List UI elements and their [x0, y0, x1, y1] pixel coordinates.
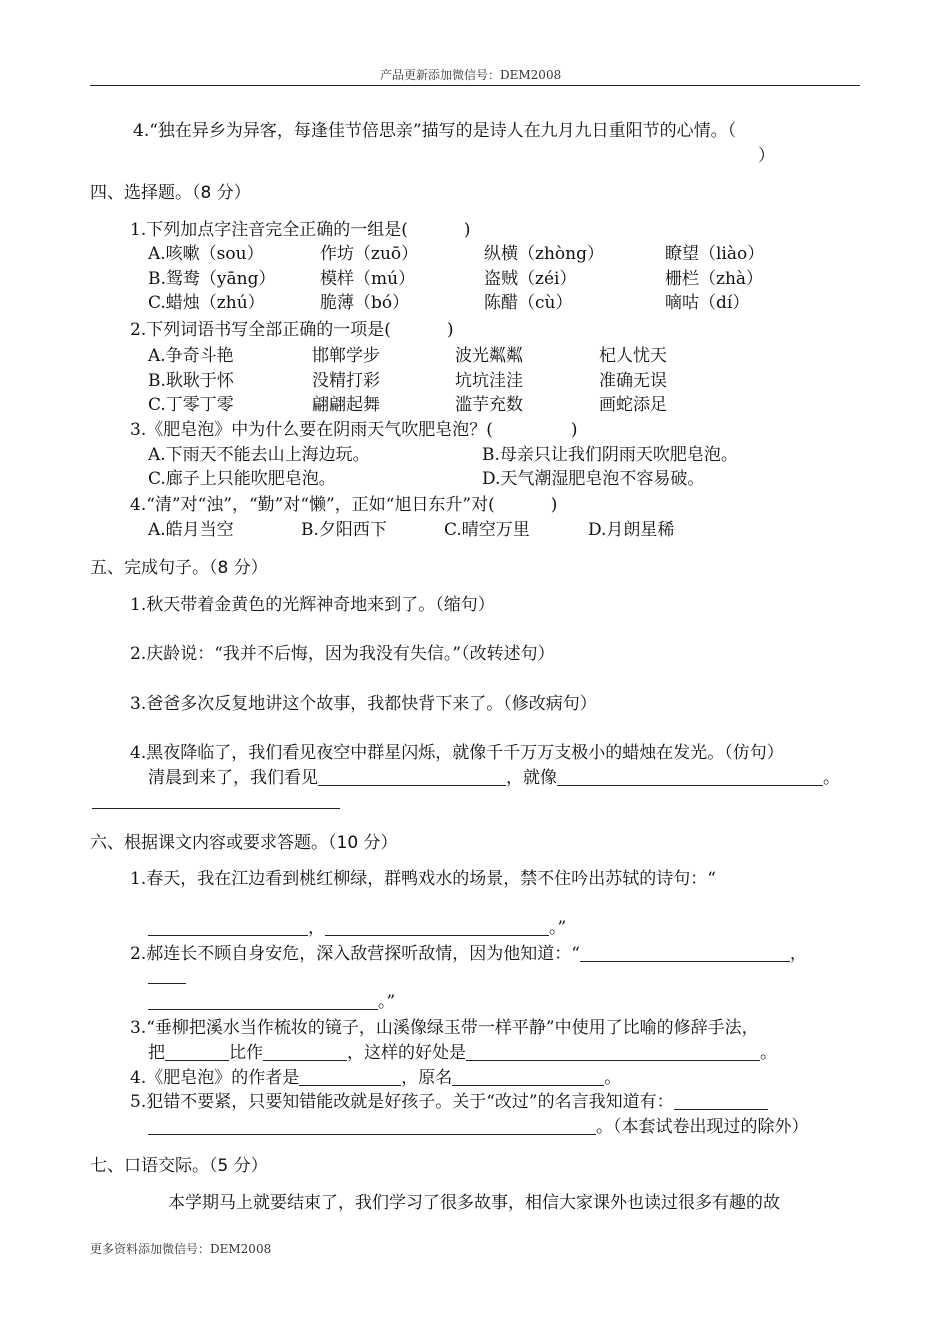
s4-q1-option-c-2: 脆薄（bó）: [320, 293, 410, 313]
s4-q1-option-b-2: 模样（mú）: [320, 269, 416, 289]
s6-q3-fill-line: [148, 1042, 777, 1064]
s6-q2-comma: ，: [789, 944, 807, 964]
s4-q3-option-a: A.下雨天不能去山上海边玩。: [148, 445, 370, 465]
s6-q4-end: 。: [604, 1068, 622, 1088]
s6-q3-c: ，这样的好处是: [347, 1043, 466, 1063]
s6-q2-fill-line: [148, 991, 395, 1013]
s6-q5-fill-line: [148, 1116, 809, 1138]
s4-q2-option-c-3: 滥芋充数: [455, 395, 523, 415]
s4-q2-stem-text: 2.下列词语书写全部正确的一项是(: [130, 320, 391, 340]
s4-q3-close: ): [570, 420, 578, 440]
page-footer: 更多资料添加微信号：DEM2008: [90, 1242, 272, 1256]
s7-paragraph: 本学期马上就要结束了，我们学习了很多故事，相信大家课外也读过很多有趣的故: [168, 1193, 780, 1213]
s4-q2-option-b-3: 坑坑洼洼: [455, 371, 523, 391]
s4-q3-stem: [130, 419, 578, 441]
s5-q4-fill-b: ，就像: [506, 768, 557, 788]
s6-q2-blank-2[interactable]: [148, 993, 378, 1010]
s6-q2-blank-short[interactable]: [148, 983, 186, 984]
page-header: 产品更新添加微信号：DEM2008: [380, 68, 562, 82]
s6-q4: [130, 1067, 621, 1089]
s4-q1-stem: [130, 219, 471, 241]
s6-q3: 3.“垂柳把溪水当作梳妆的镜子，山溪像绿玉带一样平静”中使用了比喻的修辞手法，: [130, 1018, 759, 1038]
s4-q1-option-a-2: 作坊（zuō）: [320, 244, 419, 264]
s5-q4-blank-2[interactable]: [557, 769, 823, 786]
s4-q2-option-c-4: 画蛇添足: [599, 395, 667, 415]
s4-q2-stem: [130, 319, 454, 341]
s6-q1-blank-1[interactable]: [148, 919, 308, 936]
s4-q4-option-d: D.月朗星稀: [588, 520, 675, 540]
s4-q4-close: ): [550, 495, 558, 515]
s6-q2: [130, 943, 807, 965]
s4-q1-option-c-3: 陈醋（cù）: [484, 293, 573, 313]
s4-q4-stem: [130, 494, 557, 516]
s4-q2-option-b-2: 没精打彩: [312, 371, 380, 391]
s4-q1-option-a-4: 瞭望（liào）: [665, 244, 765, 264]
s6-q4-text: 4.《肥皂泡》的作者是: [130, 1068, 300, 1088]
s6-q2-blank-1[interactable]: [580, 945, 790, 962]
s5-q4-fill-line: [148, 767, 840, 789]
s4-q3-stem-text: 3.《肥皂泡》中为什么要在阴雨天气吹肥皂泡？(: [130, 420, 493, 440]
s4-q2-option-a-2: 邯郸学步: [312, 346, 380, 366]
s4-q2-option-b-1: B.耿耿于怀: [148, 371, 234, 391]
s4-q2-option-b-4: 准确无误: [599, 371, 667, 391]
s6-q1-fill-line: [148, 917, 566, 939]
s6-q5-blank-2[interactable]: [148, 1118, 596, 1135]
s4-q1-option-b-3: 盗贼（zéi）: [484, 269, 577, 289]
s6-q1-mid: ，: [308, 918, 325, 938]
s4-q2-option-a-1: A.争奇斗艳: [148, 346, 234, 366]
s4-q1-option-c-1: C.蜡烛（zhú）: [148, 293, 265, 313]
s4-q1-close: ): [463, 220, 471, 240]
s4-q2-close: ): [446, 320, 454, 340]
s6-q1: 1.春天，我在江边看到桃红柳绿，群鸭戏水的场景，禁不住吟出苏轼的诗句：“: [130, 869, 716, 889]
s4-q2-option-a-4: 杞人忧天: [599, 346, 667, 366]
s6-q3-b: 比作: [229, 1043, 263, 1063]
s6-q4-b: ，原名: [401, 1068, 453, 1088]
judge-question-4: 4.“独在异乡为异客，每逢佳节倍思亲”描写的是诗人在九月九日重阳节的心情。（: [133, 121, 737, 141]
s5-q4-fill-end: 。: [823, 768, 840, 788]
s6-q1-blank-2[interactable]: [325, 919, 549, 936]
s5-q4: 4.黑夜降临了，我们看见夜空中群星闪烁，就像千千万万支极小的蜡烛在发光。（仿句）: [130, 743, 784, 763]
s5-q3: 3.爸爸多次反复地讲这个故事，我都快背下来了。（修改病句）: [130, 694, 597, 714]
s4-q1-option-a-1: A.咳嗽（sou）: [148, 244, 264, 264]
s4-q4-option-c: C.晴空万里: [444, 520, 530, 540]
s5-q4-fill-a: 清晨到来了，我们看见: [148, 768, 318, 788]
s6-q5-end: 。（本套试卷出现过的除外）: [596, 1117, 809, 1137]
s5-q4-blank-1[interactable]: [318, 769, 506, 786]
s4-q1-option-b-1: B.鸳鸯（yāng）: [148, 269, 276, 289]
s4-q4-option-a: A.皓月当空: [148, 520, 234, 540]
s4-q2-option-c-2: 翩翩起舞: [312, 395, 380, 415]
s6-q3-end: 。: [760, 1043, 777, 1063]
header-rule: [90, 85, 860, 86]
s4-q3-option-d: D.天气潮湿肥皂泡不容易破。: [482, 469, 705, 489]
s6-q5-text: 5.犯错不要紧，只要知错能改就是好孩子。关于“改过”的名言我知道有：: [130, 1092, 674, 1112]
s6-q3-blank-2[interactable]: [263, 1044, 347, 1061]
section-5-title: 五、完成句子。（8 分）: [90, 558, 268, 578]
section-4-title: 四、选择题。（8 分）: [90, 183, 251, 203]
s6-q2-text: 2.郝连长不顾自身安危，深入敌营探听敌情，因为他知道：“: [130, 944, 580, 964]
s6-q3-a: 把: [148, 1043, 165, 1063]
s4-q4-stem-text: 4.“清”对“浊”，“勤”对“懒”，正如“旭日东升”对(: [130, 495, 495, 515]
s5-q4-blank-continued[interactable]: [92, 808, 340, 809]
s4-q1-option-b-4: 栅栏（zhà）: [665, 269, 764, 289]
s6-q2-end: 。”: [378, 992, 396, 1012]
s4-q4-option-b: B.夕阳西下: [301, 520, 387, 540]
s5-q1: 1.秋天带着金黄色的光辉神奇地来到了。（缩句）: [130, 595, 495, 615]
s4-q1-stem-text: 1.下列加点字注音完全正确的一组是(: [130, 220, 408, 240]
s6-q4-blank-1[interactable]: [299, 1069, 401, 1086]
s4-q2-option-a-3: 波光粼粼: [455, 346, 523, 366]
s6-q5: [130, 1091, 768, 1113]
s6-q3-blank-1[interactable]: [165, 1044, 229, 1061]
s6-q4-blank-2[interactable]: [452, 1069, 604, 1086]
section-6-title: 六、根据课文内容或要求答题。（10 分）: [90, 833, 398, 853]
s6-q1-end: 。”: [549, 918, 567, 938]
s4-q3-option-c: C.廊子上只能吹肥皂泡。: [148, 469, 336, 489]
s4-q1-option-c-4: 嘀咕（dí）: [665, 293, 750, 313]
s4-q1-option-a-3: 纵横（zhòng）: [484, 244, 604, 264]
s4-q2-option-c-1: C.丁零丁零: [148, 395, 234, 415]
s6-q5-blank-1[interactable]: [674, 1093, 768, 1110]
s4-q3-option-b: B.母亲只让我们阴雨天吹肥皂泡。: [482, 445, 738, 465]
section-7-title: 七、口语交际。（5 分）: [90, 1156, 268, 1176]
s5-q2: 2.庆龄说：“我并不后悔，因为我没有失信。”（改转述句）: [130, 644, 555, 664]
judge-question-4-close: ）: [758, 146, 775, 166]
s6-q3-blank-3[interactable]: [466, 1044, 760, 1061]
